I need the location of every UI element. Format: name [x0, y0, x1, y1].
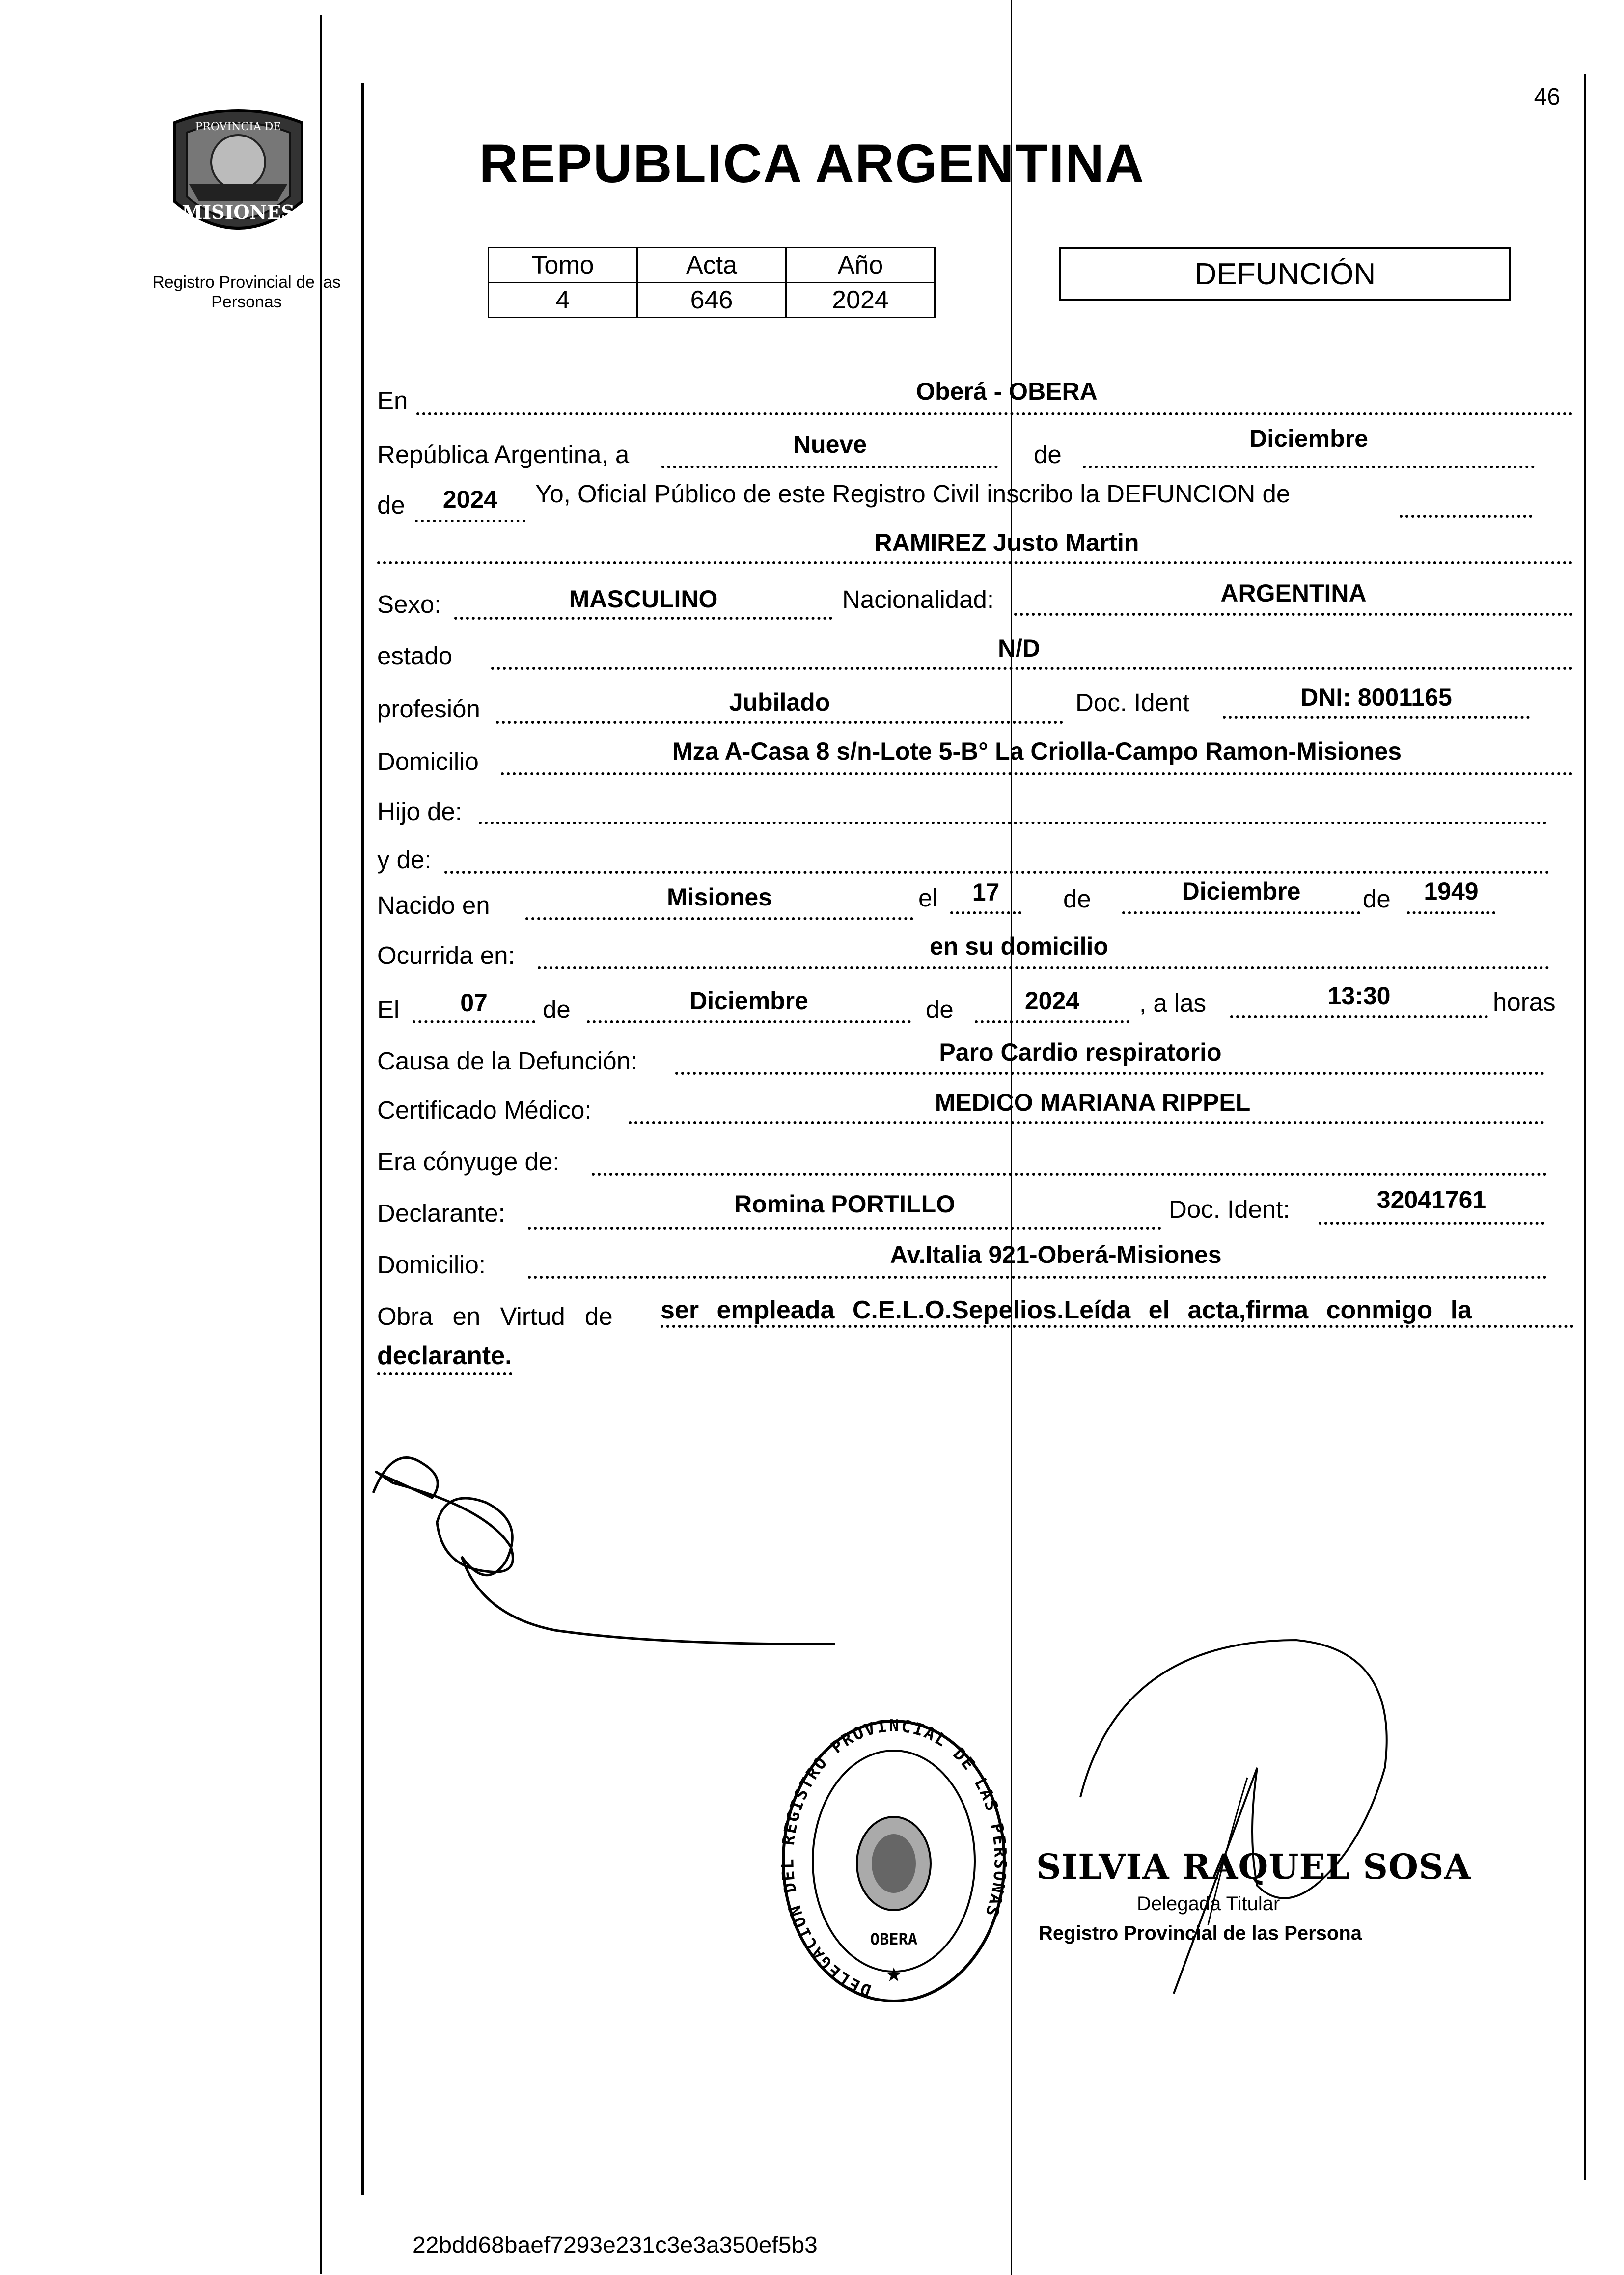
value-declarante: Romina PORTILLO — [734, 1190, 955, 1218]
label-doc: Doc. Ident — [1075, 688, 1190, 716]
signatory-role: Delegada Titular — [1137, 1893, 1280, 1915]
stamp-city: OBERA — [870, 1930, 918, 1948]
label-domicilio-declarante: Domicilio: — [377, 1251, 486, 1279]
value-profesion: Jubilado — [729, 688, 830, 716]
value-sexo: MASCULINO — [569, 585, 718, 613]
binding-margin-line — [320, 15, 322, 2274]
table-value-anio: 2024 — [786, 283, 935, 318]
label-de-nacido: de — [1063, 885, 1091, 913]
value-nacido-anio: 1949 — [1424, 877, 1479, 905]
table-value-tomo: 4 — [489, 283, 637, 318]
label-nacionalidad: Nacionalidad: — [842, 585, 994, 613]
page-number: 46 — [1534, 84, 1560, 110]
form-right-border — [1584, 74, 1586, 2180]
seal-caption: Registro Provincial de las Personas — [152, 273, 341, 311]
value-obra-cont: declarante. — [377, 1343, 512, 1375]
signatory-name: SILVIA RAQUEL SOSA — [1036, 1846, 1471, 1887]
value-dia-texto: Nueve — [793, 431, 867, 458]
value-nacido-mes: Diciembre — [1182, 877, 1301, 905]
value-obra: ser empleada C.E.L.O.Sepelios.Leída el acta,firma conmigo la — [661, 1296, 1472, 1324]
label-hijo: Hijo de: — [377, 797, 462, 825]
signatory-office: Registro Provincial de las Persona — [1039, 1922, 1362, 1944]
value-estado: N/D — [997, 634, 1041, 662]
document-hash: 22bdd68baef7293e231c3e3a350ef5b3 — [413, 2232, 818, 2258]
label-declarante: Declarante: — [377, 1199, 505, 1227]
label-en: En — [377, 386, 408, 414]
label-el: el — [918, 884, 938, 912]
svg-text:MISIONES: MISIONES — [182, 201, 295, 223]
value-nacido-lugar: Misiones — [667, 883, 772, 911]
table-value-acta: 646 — [637, 283, 786, 318]
value-def-mes: Diciembre — [689, 987, 808, 1014]
registry-table — [488, 247, 936, 318]
dotted-line-mes — [1083, 452, 1535, 468]
value-nacido-dia: 17 — [972, 878, 1000, 906]
page-title: REPUBLICA ARGENTINA — [479, 134, 1145, 194]
official-signature — [1061, 1620, 1414, 2033]
label-de-anio: de — [377, 491, 405, 519]
record-type-box: DEFUNCIÓN — [1059, 247, 1511, 301]
label-declaracion: Yo, Oficial Público de este Registro Civil inscribo la DEFUNCION de — [535, 480, 1291, 508]
label-horas: horas — [1493, 988, 1556, 1016]
label-sexo: Sexo: — [377, 590, 441, 618]
value-lugar: Oberá - OBERA — [916, 378, 1098, 405]
table-header-anio: Año — [786, 248, 935, 283]
label-de-nacido-anio: de — [1363, 885, 1391, 913]
value-certificado: MEDICO MARIANA RIPPEL — [935, 1089, 1251, 1116]
declarante-signature — [363, 1434, 845, 1660]
dotted-line-hijo — [479, 808, 1547, 824]
value-doc: DNI: 8001165 — [1300, 684, 1452, 711]
dotted-line-declaracion — [1400, 501, 1532, 518]
value-causa: Paro Cardio respiratorio — [939, 1039, 1222, 1066]
value-fallecido: RAMIREZ Justo Martin — [874, 529, 1139, 556]
table-header-acta: Acta — [637, 248, 786, 283]
dotted-line-conyuge — [592, 1159, 1547, 1176]
value-mes-texto: Diciembre — [1249, 425, 1368, 452]
value-domicilio: Mza A-Casa 8 s/n-Lote 5-B° La Criolla-Campo Ramon-Misiones — [672, 738, 1402, 765]
label-de: de — [1034, 440, 1062, 468]
label-a-las: , a las — [1139, 989, 1207, 1017]
official-stamp — [773, 1714, 1014, 2013]
svg-text:PROVINCIA DE: PROVINCIA DE — [195, 121, 281, 133]
label-obra: Obra en Virtud de — [377, 1302, 613, 1330]
value-hora: 13:30 — [1327, 982, 1391, 1010]
label-estado: estado — [377, 642, 453, 670]
label-de-def: de — [543, 995, 571, 1023]
label-y-de: y de: — [377, 846, 432, 874]
value-domicilio-declarante: Av.Italia 921-Oberá-Misiones — [890, 1241, 1222, 1268]
dotted-line-y-de — [444, 857, 1549, 874]
value-ocurrida: en su domicilio — [930, 932, 1108, 960]
label-domicilio: Domicilio — [377, 747, 479, 775]
value-anio: 2024 — [442, 486, 498, 513]
value-def-anio: 2024 — [1024, 987, 1080, 1014]
label-nacido: Nacido en — [377, 891, 490, 919]
label-doc-declarante: Doc. Ident: — [1169, 1195, 1290, 1223]
stamp-ring-text: DELEGACION DEL REGISTRO PROVINCIAL DE LAS PERSONAS — [778, 1716, 1010, 2001]
value-def-dia: 07 — [460, 989, 488, 1016]
label-republica: República Argentina, a — [377, 440, 630, 468]
label-certificado: Certificado Médico: — [377, 1096, 592, 1124]
value-nacionalidad: ARGENTINA — [1220, 579, 1367, 607]
label-causa: Causa de la Defunción: — [377, 1047, 638, 1075]
label-profesion: profesión — [377, 695, 480, 723]
label-el-defuncion: El — [377, 995, 400, 1023]
label-conyuge: Era cónyuge de: — [377, 1148, 560, 1176]
label-ocurrida: Ocurrida en: — [377, 941, 515, 969]
form-left-border — [361, 83, 364, 2195]
value-doc-declarante: 32041761 — [1376, 1186, 1486, 1213]
table-header-tomo: Tomo — [489, 248, 637, 283]
label-de-def-anio: de — [926, 995, 954, 1023]
svg-text:★: ★ — [885, 1964, 903, 1986]
